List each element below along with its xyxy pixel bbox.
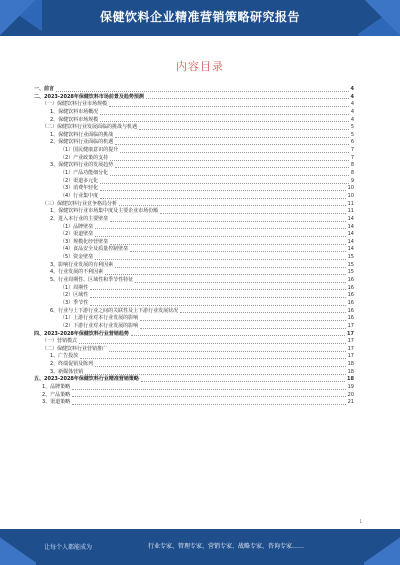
toc-leader-dots — [140, 327, 345, 329]
toc-leader-dots — [130, 250, 345, 252]
toc-entry[interactable] — [34, 254, 354, 262]
toc-entry-page: 7 — [350, 154, 354, 161]
toc-entry-page: 16 — [347, 315, 354, 322]
toc-entry-page: 15 — [347, 261, 354, 268]
toc-entry-page: 10 — [347, 185, 354, 192]
toc-entry[interactable] — [34, 361, 354, 369]
toc-entry-page: 16 — [347, 292, 354, 299]
footer-slogan: 让每个人都能成为 — [44, 544, 93, 551]
toc-leader-dots — [100, 182, 349, 184]
toc-entry[interactable] — [34, 392, 354, 400]
toc-entry-label: （5）资金壁垒 — [34, 254, 94, 262]
toc-entry[interactable] — [34, 246, 354, 254]
toc-leader-dots — [85, 373, 345, 375]
toc-entry[interactable] — [34, 399, 354, 407]
toc-entry[interactable] — [34, 300, 354, 308]
toc-leader-dots — [119, 204, 346, 206]
page-number: 1 — [359, 519, 362, 524]
toc-entry-page: 16 — [347, 307, 354, 314]
toc-entry-page: 4 — [350, 116, 354, 123]
toc-entry-label: （3）规模化经营壁垒 — [34, 239, 109, 247]
toc-leader-dots — [120, 151, 349, 153]
toc-leader-dots — [141, 380, 345, 382]
toc-entry-label: （4）食品安全及质量控制壁垒 — [34, 246, 129, 254]
toc-entry-label: 3、渠道策略 — [34, 399, 71, 407]
toc-entry-page: 14 — [347, 223, 354, 230]
page-footer — [0, 529, 400, 565]
toc-entry-label: 1、保健饮料行业面临的挑战 — [34, 132, 114, 140]
toc-entry[interactable] — [34, 331, 354, 339]
toc-entry-label: 五、2023-2028年保健饮料行业精准营销策略 — [34, 376, 139, 383]
toc-entry-label: 5、行业周期性、区域性和季节性特征 — [34, 277, 134, 285]
toc-entry-page: 21 — [347, 399, 354, 406]
toc-entry[interactable] — [34, 193, 354, 201]
toc-entry-label: （2）渠道壁垒 — [34, 231, 94, 239]
toc-entry-page: 5 — [350, 124, 354, 131]
toc-entry-page: 8 — [350, 170, 354, 177]
toc-entry-page: 17 — [347, 330, 354, 337]
toc-entry[interactable] — [34, 384, 354, 392]
toc-entry-page: 17 — [347, 322, 354, 329]
toc-entry-page: 11 — [347, 200, 354, 207]
toc-entry[interactable] — [34, 147, 354, 155]
toc-leader-dots — [146, 97, 349, 99]
toc-title: 内容目录 — [176, 60, 224, 73]
toc-entry-label: （2）渠道多元化 — [34, 178, 99, 186]
toc-entry[interactable] — [34, 277, 354, 285]
toc-leader-dots — [131, 334, 345, 336]
toc-leader-dots — [95, 258, 345, 260]
toc-entry-label: 二、2023-2028年保健饮料市场前景及趋势预测 — [34, 93, 144, 100]
toc-entry-label: （一）保健饮料行业市场规模 — [34, 101, 108, 109]
toc-entry[interactable] — [34, 346, 354, 354]
toc-entry-page: 18 — [347, 376, 354, 383]
toc-entry-label: （1）上游行业对本行业发展的影响 — [34, 315, 139, 323]
toc-entry[interactable] — [34, 170, 354, 178]
toc-entry-page: 14 — [347, 215, 354, 222]
toc-entry-label: （2）下游行业对本行业发展的影响 — [34, 323, 139, 331]
toc-leader-dots — [115, 266, 345, 268]
toc-entry-label: （三）保健饮料行业竞争格局分析 — [34, 201, 118, 209]
toc-leader-dots — [56, 90, 349, 92]
toc-leader-dots — [80, 357, 345, 359]
toc-entry-page: 6 — [350, 139, 354, 146]
toc-leader-dots — [90, 304, 345, 306]
toc-entry-page: 20 — [347, 391, 354, 398]
toc-entry-label: （1）品牌壁垒 — [34, 224, 94, 232]
toc-entry[interactable] — [34, 124, 354, 132]
toc-leader-dots — [140, 319, 345, 321]
toc-entry-label: 一、前言 — [34, 86, 55, 92]
toc-entry-label: （3）季节性 — [34, 300, 89, 308]
toc-leader-dots — [95, 365, 345, 367]
toc-leader-dots — [115, 166, 349, 168]
toc-entry[interactable] — [34, 139, 354, 147]
toc-entry-label: （2）产业政策的支持 — [34, 155, 109, 163]
toc-entry-label: （1）国民健康意识的提升 — [34, 147, 119, 155]
toc-leader-dots — [135, 281, 345, 283]
toc-entry-label: 2、产品策略 — [34, 392, 71, 400]
toc-entry[interactable] — [34, 353, 354, 361]
toc-entry-label: 2、保健饮料行业面临的机遇 — [34, 139, 114, 147]
toc-entry-page: 18 — [347, 368, 354, 375]
toc-entry[interactable] — [34, 86, 354, 94]
toc-entry-page: 17 — [347, 345, 354, 352]
toc-entry-label: 6、行业与上下游行业之间的关联性及上下游行业发展状况 — [34, 308, 179, 316]
toc-leader-dots — [109, 350, 346, 352]
toc-entry-page: 14 — [347, 231, 354, 238]
toc-entry-page: 9 — [350, 177, 354, 184]
toc-entry[interactable] — [34, 376, 354, 384]
toc-entry[interactable] — [34, 109, 354, 117]
toc-entry-label: （1）产品功能细分化 — [34, 170, 109, 178]
report-title: 保健饮料企业精准营销策略研究报告 — [99, 10, 300, 24]
toc-entry-label: 3、保健饮料行业的发展趋势 — [34, 162, 114, 170]
toc-entry[interactable] — [34, 216, 354, 224]
toc-leader-dots — [110, 220, 345, 222]
toc-entry-label: （一）营销模式 — [34, 338, 78, 346]
toc-entry-label: （二）保健饮料行业营销推广 — [34, 346, 108, 354]
toc-leader-dots — [90, 288, 345, 290]
toc-leader-dots — [100, 120, 349, 122]
toc-entry-page: 15 — [347, 254, 354, 261]
toc-entry[interactable] — [34, 292, 354, 300]
toc-entry-label: 2、保健饮料市场规模 — [34, 117, 99, 125]
toc-entry-page: 14 — [347, 246, 354, 253]
toc-entry-label: 四、2023-2028年保健饮料行业营销趋势 — [34, 330, 129, 337]
toc-entry-page: 4 — [350, 93, 354, 100]
toc-entry-label: 1、品牌策略 — [34, 384, 71, 392]
toc-leader-dots — [95, 235, 345, 237]
toc-entry-label: 2、终端促销及陈列 — [34, 361, 94, 369]
footer-roles: 行业专家、管理专家、营销专家、战略专家、咨询专家…… — [148, 543, 305, 550]
toc-entry-page: 16 — [347, 299, 354, 306]
toc-entry[interactable] — [34, 208, 354, 216]
toc-entry-page: 16 — [347, 277, 354, 284]
toc-entry-page: 15 — [347, 269, 354, 276]
toc-entry[interactable] — [34, 315, 354, 323]
page-header — [0, 0, 400, 36]
toc-entry[interactable] — [34, 323, 354, 331]
toc-entry-label: 4、行业发展的不利因素 — [34, 269, 104, 277]
toc-leader-dots — [139, 128, 349, 130]
table-of-contents — [34, 86, 354, 407]
toc-leader-dots — [180, 311, 345, 313]
toc-leader-dots — [100, 189, 345, 191]
toc-leader-dots — [110, 243, 345, 245]
toc-entry-page: 8 — [350, 162, 354, 169]
toc-leader-dots — [115, 143, 349, 145]
toc-leader-dots — [105, 273, 345, 275]
toc-entry-page: 16 — [347, 284, 354, 291]
toc-entry[interactable] — [34, 162, 354, 170]
toc-entry-label: （1）周期性 — [34, 285, 89, 293]
toc-leader-dots — [100, 113, 349, 115]
toc-leader-dots — [72, 395, 345, 397]
toc-entry-page: 17 — [347, 353, 354, 360]
toc-entry-page: 19 — [347, 383, 354, 390]
toc-leader-dots — [109, 105, 349, 107]
toc-entry-label: （二）保健饮料行业发展面临的挑战与机遇 — [34, 124, 138, 132]
toc-entry[interactable] — [34, 185, 354, 193]
toc-entry-page: 4 — [350, 101, 354, 108]
toc-leader-dots — [79, 342, 346, 344]
toc-entry-page: 18 — [347, 361, 354, 368]
toc-entry-page: 17 — [347, 338, 354, 345]
toc-entry-label: 3、新媒体营销 — [34, 369, 84, 377]
toc-entry[interactable] — [34, 338, 354, 346]
toc-entry-label: 2、进入本行业的主要壁垒 — [34, 216, 109, 224]
toc-leader-dots — [95, 227, 345, 229]
toc-entry-label: 3、影响行业发展的有利因素 — [34, 262, 114, 270]
toc-leader-dots — [72, 388, 345, 390]
toc-entry-page: 4 — [350, 86, 354, 92]
toc-entry[interactable] — [34, 269, 354, 277]
toc-entry[interactable] — [34, 101, 354, 109]
toc-leader-dots — [115, 136, 349, 138]
toc-entry-label: 1、广告投放 — [34, 353, 79, 361]
toc-entry-page: 11 — [347, 208, 354, 215]
toc-entry-label: 1、保健饮料行业市场集中度及主要企业市场份额 — [34, 208, 159, 216]
footer-decoration-left — [0, 529, 36, 565]
toc-leader-dots — [160, 212, 345, 214]
toc-entry-label: （2）区域性 — [34, 292, 89, 300]
toc-leader-dots — [110, 174, 349, 176]
toc-entry-label: （3）消费年轻化 — [34, 185, 99, 193]
toc-entry-page: 4 — [350, 108, 354, 115]
toc-entry-page: 7 — [350, 147, 354, 154]
toc-entry-label: （4）行业集中度 — [34, 193, 99, 201]
toc-entry-page: 5 — [350, 131, 354, 138]
toc-leader-dots — [110, 159, 349, 161]
footer-decoration-right — [364, 529, 400, 565]
toc-leader-dots — [90, 296, 345, 298]
toc-leader-dots — [72, 403, 345, 405]
toc-leader-dots — [100, 197, 345, 199]
toc-entry-page: 14 — [347, 238, 354, 245]
toc-entry-page: 10 — [347, 192, 354, 199]
toc-entry[interactable] — [34, 231, 354, 239]
toc-entry-label: 1、保健饮料市场概况 — [34, 109, 99, 117]
